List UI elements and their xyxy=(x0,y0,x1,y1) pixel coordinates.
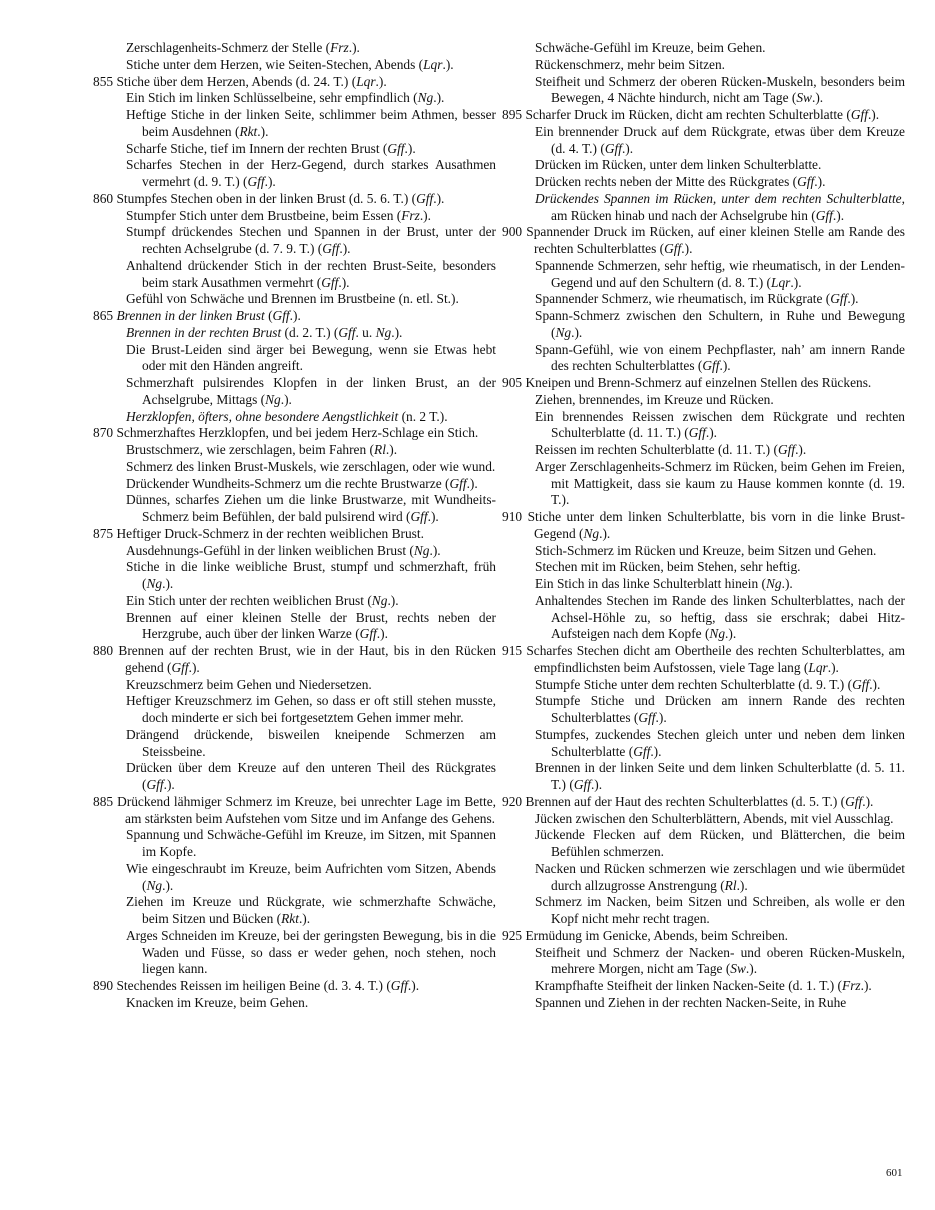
symptom-entry xyxy=(109,894,496,928)
entry-number: 910 xyxy=(502,509,523,524)
symptom-entry xyxy=(109,291,496,308)
symptom-entry xyxy=(518,727,905,761)
entry-text: Kneipen und Brenn-Schmerz auf einzelnen Stellen des Rückens. xyxy=(525,375,872,390)
entry-number: 880 xyxy=(93,643,114,658)
entry-text: Drückender Wundheits-Schmerz um die rechte Brustwarze (Gff.). xyxy=(126,475,478,491)
entry-text: Drückendes Spannen im Rücken, unter dem rechten Schulterblatte, am Rücken hinab und nach der Achselgrube hin (Gff.). xyxy=(535,190,905,223)
entry-text: Wie eingeschraubt im Kreuze, beim Aufrichten vom Sitzen, Abends (Ng.). xyxy=(126,860,496,893)
symptom-entry xyxy=(518,543,905,560)
entry-text: Gefühl von Schwäche und Brennen im Brustbeine (n. etl. St.). xyxy=(126,291,459,307)
entry-text: Spann-Schmerz zwischen den Schultern, in Ruhe und Bewegung (Ng.). xyxy=(535,308,905,340)
entry-text: Steifheit und Schmerz der Nacken- und oberen Rücken-Muskeln, mehrere Morgen, nicht am Tage (Sw.). xyxy=(535,944,905,977)
entry-text: Heftige Stiche in der linken Seite, schlimmer beim Athmen, besser beim Ausdehnen (Rkt.). xyxy=(126,107,496,139)
symptom-entry xyxy=(502,793,905,811)
entry-text: Drückend lähmiger Schmerz im Kreuze, bei unrechter Lage im Bette, am stärksten beim Aufstehen vom Sitze und im Anfange des Gehens. xyxy=(117,793,496,826)
symptom-entry xyxy=(109,40,496,57)
symptom-entry xyxy=(93,425,496,442)
entry-text: Brennen in der rechten Brust (d. 2. T.) (Gff. u. Ng.). xyxy=(126,324,403,340)
entry-text: Heftiger Druck-Schmerz in der rechten weiblichen Brust. xyxy=(116,525,424,541)
entry-text: Ausdehnungs-Gefühl in der linken weiblichen Brust (Ng.). xyxy=(126,542,441,558)
entry-text: Arges Schneiden im Kreuze, bei der geringsten Bewegung, bis in die Waden und Füsse, so dass er weder gehen, noch stehen, noch liegen kann. xyxy=(126,927,496,977)
entry-number: 870 xyxy=(93,425,114,441)
entry-text: Ziehen im Kreuze und Rückgrate, wie schmerzhafte Schwäche, beim Sitzen und Bücken (Rkt.). xyxy=(126,894,496,926)
entry-number: 905 xyxy=(502,375,523,390)
entry-number: 875 xyxy=(93,525,114,541)
symptom-entry xyxy=(518,258,905,292)
entry-text: Schwäche-Gefühl im Kreuze, beim Gehen. xyxy=(535,40,766,55)
symptom-entry xyxy=(109,258,496,292)
symptom-entry xyxy=(518,593,905,643)
entry-number: 865 xyxy=(93,308,114,323)
symptom-entry xyxy=(518,174,905,191)
entry-text: Heftiger Kreuzschmerz im Gehen, so dass er oft still stehen musste, doch minderte er sich bei fortgesetztem Gehen immer mehr. xyxy=(126,693,496,725)
entry-text: Stiche in die linke weibliche Brust, stumpf und schmerzhaft, früh (Ng.). xyxy=(126,559,496,591)
symptom-entry xyxy=(518,57,905,74)
entry-text: Jückende Flecken auf dem Rücken, und Blätterchen, die beim Befühlen schmerzen. xyxy=(535,827,905,859)
entry-text: Spannende Schmerzen, sehr heftig, wie rheumatisch, in der Lenden-Gegend und auf den Schultern (d. 8. T.) (Lqr.). xyxy=(535,257,905,290)
entry-text: Knacken im Kreuze, beim Gehen. xyxy=(126,994,309,1010)
symptom-entry xyxy=(518,894,905,928)
entry-text: Spannen und Ziehen in der rechten Nacken-Seite, in Ruhe xyxy=(535,994,847,1010)
symptom-entry xyxy=(502,224,905,258)
symptom-entry xyxy=(109,157,496,191)
entry-text: Anhaltendes Stechen im Rande des linken Schulterblattes, nach der Achsel-Höhle zu, so heftig, dass sie erschrak; dabei Hitz-Aufsteigen nach dem Kopfe (Ng.). xyxy=(535,592,905,642)
entry-text: Ein Stich in das linke Schulterblatt hinein (Ng.). xyxy=(535,576,793,591)
symptom-entry xyxy=(502,927,905,945)
symptom-entry xyxy=(518,409,905,443)
symptom-entry xyxy=(93,190,496,208)
entry-text: Stumpfes Stechen oben in der linken Brust (d. 5. 6. T.) (Gff.). xyxy=(116,190,445,206)
right-column xyxy=(502,40,905,1012)
symptom-entry xyxy=(109,342,496,376)
entry-text: Herzklopfen, öfters, ohne besondere Aengstlichkeit (n. 2 T.). xyxy=(126,408,448,424)
symptom-entry xyxy=(502,509,905,543)
symptom-entry xyxy=(109,459,496,476)
entry-text: Schmerz im Nacken, beim Sitzen und Schreiben, als wolle er den Kopf nicht mehr recht tragen. xyxy=(535,894,905,926)
symptom-entry xyxy=(518,693,905,727)
symptom-entry xyxy=(93,643,496,677)
entry-text: Ein Stich unter der rechten weiblichen Brust (Ng.). xyxy=(126,592,399,608)
entry-text: Spann-Gefühl, wie von einem Pechpflaster, nah’ am innern Rande des rechten Schulterblattes (Gff.). xyxy=(535,341,905,374)
entry-text: Arger Zerschlagenheits-Schmerz im Rücken, beim Gehen im Freien, mit Mattigkeit, dass sie kaum zu Hause kommen konnte (d. 19. T.). xyxy=(535,458,905,508)
entry-text: Brennen auf einer kleinen Stelle der Brust, rechts neben der Herzgrube, auch über der linken Warze (Gff.). xyxy=(126,609,496,642)
entry-text: Rückenschmerz, mehr beim Sitzen. xyxy=(535,56,726,72)
entry-number: 855 xyxy=(93,73,114,89)
entry-text: Reissen im rechten Schulterblatte (d. 11. T.) (Gff.). xyxy=(535,442,807,457)
symptom-entry xyxy=(518,291,905,308)
entry-number: 920 xyxy=(502,793,523,809)
entry-text: Drängend drückende, bisweilen kneipende Schmerzen am Steissbeine. xyxy=(126,726,496,759)
entry-text: Spannung und Schwäche-Gefühl im Kreuze, im Sitzen, mit Spannen im Kopfe. xyxy=(126,827,496,859)
entry-text: Nacken und Rücken schmerzen wie zerschlagen und wie übermüdet durch allzugrosse Anstrengung (Rl.). xyxy=(535,860,905,893)
symptom-entry xyxy=(109,409,496,426)
entry-text: Dünnes, scharfes Ziehen um die linke Brustwarze, mit Wundheits-Schmerz beim Befühlen, der bald pulsirend wird (Gff.). xyxy=(126,492,496,524)
symptom-entry xyxy=(502,375,905,392)
entry-text: Die Brust-Leiden sind ärger bei Bewegung, wenn sie Etwas hebt oder mit den Händen angreift. xyxy=(126,341,496,374)
symptom-entry xyxy=(109,928,496,978)
symptom-entry xyxy=(518,308,905,342)
symptom-entry xyxy=(93,978,496,995)
symptom-entry xyxy=(518,40,905,57)
entry-text: Stumpfe Stiche unter dem rechten Schulterblatte (d. 9. T.) (Gff.). xyxy=(535,676,881,692)
symptom-entry xyxy=(518,677,905,694)
symptom-entry xyxy=(109,543,496,560)
entry-text: Stiche unter dem linken Schulterblatte, bis vorn in die linke Brust-Gegend (Ng.). xyxy=(527,509,905,541)
entry-text: Stechendes Reissen im heiligen Beine (d. 3. 4. T.) (Gff.). xyxy=(116,978,420,993)
symptom-entry xyxy=(518,124,905,158)
entry-text: Stumpf drückendes Stechen und Spannen in der Brust, unter der rechten Achselgrube (d. 7. 9. T.) (Gff.). xyxy=(126,224,496,256)
symptom-entry xyxy=(93,793,496,828)
entry-text: Zerschlagenheits-Schmerz der Stelle (Frz.). xyxy=(126,40,360,55)
symptom-entry xyxy=(109,827,496,861)
symptom-entry xyxy=(518,861,905,895)
symptom-entry xyxy=(109,90,496,107)
symptom-entry xyxy=(109,593,496,610)
symptom-entry xyxy=(109,610,496,644)
entry-number: 890 xyxy=(93,978,114,993)
entry-text: Kreuzschmerz beim Gehen und Niedersetzen. xyxy=(126,676,372,692)
entry-text: Schmerzhaft pulsirendes Klopfen in der linken Brust, an der Achselgrube, Mittags (Ng.). xyxy=(126,375,496,407)
symptom-entry xyxy=(518,74,905,108)
symptom-entry xyxy=(109,693,496,727)
symptom-entry xyxy=(518,442,905,459)
entry-text: Schmerzhaftes Herzklopfen, und bei jedem Herz-Schlage ein Stich. xyxy=(116,425,479,441)
entry-text: Stiche über dem Herzen, Abends (d. 24. T.) (Lqr.). xyxy=(116,73,387,89)
entry-text: Steifheit und Schmerz der oberen Rücken-Muskeln, besonders beim Bewegen, 4 Nächte hindurch, nicht am Tage (Sw.). xyxy=(535,73,905,106)
symptom-entry xyxy=(109,208,496,225)
entry-number: 860 xyxy=(93,190,114,206)
entry-text: Krampfhafte Steifheit der linken Nacken-Seite (d. 1. T.) (Frz.). xyxy=(535,978,872,993)
entry-text: Brennen auf der rechten Brust, wie in der Haut, bis in den Rücken gehend (Gff.). xyxy=(118,643,496,675)
symptom-entry xyxy=(518,459,905,509)
entry-text: Drücken im Rücken, unter dem linken Schulterblatte. xyxy=(535,157,822,173)
entry-text: Schmerz des linken Brust-Muskels, wie zerschlagen, oder wie wund. xyxy=(126,458,496,474)
symptom-entry xyxy=(93,525,496,543)
symptom-entry xyxy=(518,945,905,979)
page-number: 601 xyxy=(886,1167,903,1179)
symptom-entry xyxy=(518,157,905,174)
entry-text: Brennen in der linken Seite und dem linken Schulterblatte (d. 5. 11. T.) (Gff.). xyxy=(535,760,905,792)
symptom-entry xyxy=(93,73,496,91)
left-column xyxy=(93,40,496,1012)
symptom-entry xyxy=(518,760,905,794)
entry-text: Jücken zwischen den Schulterblättern, Abends, mit viel Ausschlag. xyxy=(535,810,894,826)
entry-text: Stumpfer Stich unter dem Brustbeine, beim Essen (Frz.). xyxy=(126,207,431,223)
symptom-entry xyxy=(109,492,496,526)
symptom-entry xyxy=(93,308,496,325)
symptom-entry xyxy=(109,141,496,158)
symptom-entry xyxy=(109,995,496,1012)
entry-text: Brennen in der linken Brust (Gff.). xyxy=(116,308,301,323)
entry-text: Stumpfe Stiche und Drücken am innern Rande des rechten Schulterblattes (Gff.). xyxy=(535,693,905,725)
symptom-entry xyxy=(518,576,905,593)
symptom-entry xyxy=(109,107,496,141)
symptom-entry xyxy=(518,559,905,576)
entry-text: Stich-Schmerz im Rücken und Kreuze, beim Sitzen und Gehen. xyxy=(535,542,877,558)
symptom-entry xyxy=(518,392,905,409)
symptom-entry xyxy=(109,442,496,459)
entry-text: Scharfe Stiche, tief im Innern der rechten Brust (Gff.). xyxy=(126,140,416,156)
entry-number: 915 xyxy=(502,643,523,658)
entry-text: Ein brennendes Reissen zwischen dem Rückgrate und rechten Schulterblatte (d. 11. T.) (Gff.). xyxy=(535,408,905,441)
entry-text: Scharfer Druck im Rücken, dicht am rechten Schulterblatte (Gff.). xyxy=(525,107,880,122)
symptom-entry xyxy=(109,375,496,409)
entry-text: Stiche unter dem Herzen, wie Seiten-Stechen, Abends (Lqr.). xyxy=(126,56,454,72)
entry-text: Stechen mit im Rücken, beim Stehen, sehr heftig. xyxy=(535,559,801,575)
symptom-entry xyxy=(109,677,496,694)
entry-number: 885 xyxy=(93,793,114,809)
symptom-entry xyxy=(502,643,905,677)
entry-text: Brustschmerz, wie zerschlagen, beim Fahren (Rl.). xyxy=(126,442,398,457)
entry-number: 925 xyxy=(502,927,523,943)
symptom-entry xyxy=(109,325,496,342)
entry-number: 900 xyxy=(502,224,523,240)
entry-text: Spannender Druck im Rücken, auf einer kleinen Stelle am Rande des rechten Schulterblattes (Gff.). xyxy=(526,224,905,256)
entry-text: Ein brennender Druck auf dem Rückgrate, etwas über dem Kreuze (d. 4. T.) (Gff.). xyxy=(535,123,905,156)
symptom-entry xyxy=(518,995,905,1012)
symptom-entry xyxy=(518,342,905,376)
entry-text: Anhaltend drückender Stich in der rechten Brust-Seite, besonders beim stark Ausathmen vermehrt (Gff.). xyxy=(126,257,496,290)
entry-text: Ziehen, brennendes, im Kreuze und Rücken. xyxy=(535,391,774,407)
entry-text: Stumpfes, zuckendes Stechen gleich unter und neben dem linken Schulterblatte (Gff.). xyxy=(535,726,905,759)
symptom-entry xyxy=(109,727,496,761)
entry-text: Drücken über dem Kreuze auf den unteren Theil des Rückgrates (Gff.). xyxy=(126,760,496,792)
symptom-entry xyxy=(518,827,905,861)
entry-text: Brennen auf der Haut des rechten Schulterblattes (d. 5. T.) (Gff.). xyxy=(525,793,874,809)
symptom-entry xyxy=(109,559,496,593)
symptom-entry xyxy=(518,978,905,995)
symptom-entry xyxy=(109,476,496,493)
symptom-entry xyxy=(109,57,496,74)
symptom-entry xyxy=(109,760,496,794)
symptom-entry xyxy=(502,107,905,124)
entry-text: Spannender Schmerz, wie rheumatisch, im Rückgrate (Gff.). xyxy=(535,291,859,307)
entry-text: Scharfes Stechen in der Herz-Gegend, durch starkes Ausathmen vermehrt (d. 9. T.) (Gff.). xyxy=(126,157,496,189)
entry-text: Ermüdung im Genicke, Abends, beim Schreiben. xyxy=(525,927,789,943)
symptom-entry xyxy=(518,191,905,225)
symptom-entry xyxy=(518,811,905,828)
symptom-entry xyxy=(109,861,496,895)
entry-text: Drücken rechts neben der Mitte des Rückgrates (Gff.). xyxy=(535,174,826,189)
entry-text: Scharfes Stechen dicht am Obertheile des rechten Schulterblattes, am empfindlichsten beim Aufstossen, viele Tage lang (Lqr.). xyxy=(526,643,905,675)
entry-number: 895 xyxy=(502,107,523,122)
symptom-entry xyxy=(109,224,496,258)
entry-text: Ein Stich im linken Schlüsselbeine, sehr empfindlich (Ng.). xyxy=(126,90,445,106)
